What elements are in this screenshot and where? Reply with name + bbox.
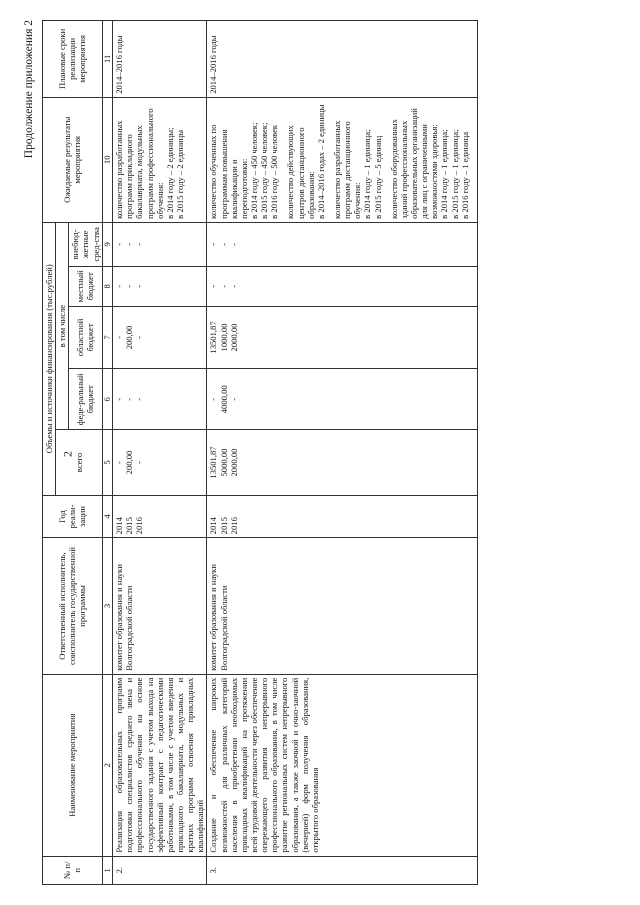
col-number: 1	[102, 856, 112, 884]
result-block	[114, 101, 185, 219]
result-line: в 2015 году – 2 единицы	[175, 129, 185, 219]
result-block	[389, 101, 470, 219]
terms: 2014–2016 годы	[207, 21, 477, 98]
total-cell	[113, 430, 207, 495]
offbudget-value: -	[124, 242, 135, 246]
page-number: 2	[60, 451, 75, 457]
result-line: количество разработанных программ прикладного бакалавриата, модульных программ профессионального обучения:	[114, 108, 165, 219]
regional-value: 2000,00	[228, 323, 239, 352]
result-line: в 2015 году – 450 человек;	[259, 122, 270, 219]
col-number: 2	[102, 674, 112, 856]
result-block	[332, 101, 383, 219]
local-value: -	[218, 284, 229, 288]
regional-value: 200,00	[124, 325, 135, 350]
offbudget-cell	[113, 222, 207, 266]
offbudget-value: -	[228, 242, 239, 246]
years-cell	[207, 495, 477, 538]
col-number: 10	[102, 97, 112, 222]
regional-value: 13501,87	[208, 321, 219, 354]
regional-value: -	[134, 336, 145, 339]
col-number: 11	[102, 21, 112, 98]
federal-cell	[113, 369, 207, 430]
years-cell	[113, 495, 207, 538]
header-year: Год реали-зации	[43, 495, 103, 538]
header-federal: феде-ральный бюджет	[69, 369, 102, 430]
table-row	[207, 21, 477, 885]
offbudget-value: -	[134, 242, 145, 246]
offbudget-cell	[207, 222, 477, 266]
result-line: количество разработанных программ дистанционного обучения:	[331, 120, 363, 219]
regional-cell	[207, 306, 477, 369]
total-value: 200,00	[124, 450, 135, 475]
rotated-page-content	[20, 20, 620, 885]
regional-value: -	[114, 336, 125, 339]
federal-value: -	[114, 397, 125, 401]
offbudget-value: -	[218, 242, 229, 246]
table-row	[113, 21, 207, 885]
year-value: 2014	[114, 517, 125, 535]
federal-value: -	[228, 397, 239, 401]
column-numbers-row	[102, 21, 112, 885]
result-line: в 2016 году – 500 человек	[269, 124, 280, 219]
header-local: местный бюджет	[69, 266, 102, 306]
result-line: количество действующих центров дистанционного образования:	[285, 125, 316, 219]
local-cell	[207, 266, 477, 306]
results-cell	[207, 97, 477, 222]
results-cell	[113, 97, 207, 222]
activity-name: Реализация образовательных программ подготовки специалистов среднего звена и профессионального обучения на основе государственного задания с учетом выхода на эффективный контракт с педагогическими работниками, в том числе с учетом введения прикладного бакалавриата, модульных и кратких программ освоения прикладных квалификаций	[113, 674, 207, 856]
col-number: 7	[102, 306, 112, 369]
terms: 2014–2016 годы	[113, 21, 207, 98]
activity-name: Создание и обеспечение широких возможностей для различных категорий населения в приобретении необходимых прикладных квалификаций на протяжении всей трудовой деятельности через обеспечение опережающего развития непрерывного профессионального образования, в том числе развитие региональных систем непрерывного образования, а также заочной и очно-заочной (вечерней) форм получения образования, открытого образования	[207, 674, 477, 856]
activities-table	[42, 20, 478, 885]
offbudget-value: -	[208, 242, 219, 246]
regional-cell	[113, 306, 207, 369]
offbudget-value: -	[114, 242, 125, 246]
federal-cell	[207, 369, 477, 430]
header-offbudget: внебюд-жетные сред-ства	[69, 222, 102, 266]
total-cell	[207, 430, 477, 495]
header-total: всего	[56, 430, 103, 495]
header-terms: Плановые сроки реализации мероприятия	[43, 21, 103, 98]
result-line: количество обученных по программам повышения квалификации и переподготовки:	[208, 124, 249, 219]
result-line: в 2014 году – 1 единица;	[439, 129, 450, 219]
federal-value: -	[134, 397, 145, 401]
total-value: -	[134, 461, 145, 464]
col-number: 9	[102, 222, 112, 266]
regional-value: 1000,00	[218, 323, 229, 352]
local-value: -	[124, 284, 135, 288]
local-value: -	[208, 284, 219, 288]
year-value: 2016	[134, 517, 145, 535]
federal-value: -	[124, 397, 135, 401]
result-line: в 2014–2016 годах – 2 единицы	[315, 104, 326, 219]
header-executor: Ответственный исполнитель, соисполнитель государственной программы	[43, 538, 103, 674]
header-regional: областной бюджет	[69, 306, 102, 369]
col-number: 3	[102, 538, 112, 674]
total-value: 5000,00	[218, 448, 229, 477]
year-value: 2016	[228, 517, 239, 535]
col-number: 6	[102, 369, 112, 430]
total-value: 2000,00	[228, 448, 239, 477]
result-line: в 2016 году – 1 единица	[459, 131, 470, 219]
header-funding: Объемы и источники финансирования (тыс.рублей)	[43, 222, 56, 495]
result-line: в 2014 году – 2 единицы;	[164, 127, 175, 219]
header-num: № п/п	[43, 856, 103, 884]
local-value: -	[114, 284, 125, 288]
year-value: 2015	[124, 517, 135, 535]
result-line: в 2015 году – 1 единица;	[449, 129, 460, 219]
local-cell	[113, 266, 207, 306]
local-value: -	[228, 284, 239, 288]
col-number: 8	[102, 266, 112, 306]
header-name: Наименование мероприятия	[43, 674, 103, 856]
result-line: количество оборудованных зданий профессиональных образовательных организаций для лиц с ограниченными возможностями здоровья:	[388, 108, 440, 219]
executor: комитет образования и науки Волгоградской области	[113, 538, 207, 674]
result-block	[285, 101, 326, 219]
result-line: в 2015 году – 5 единиц	[372, 135, 383, 219]
col-number: 5	[102, 430, 112, 495]
local-value: -	[134, 284, 145, 288]
appendix-continuation-caption: Продолжение приложения 2	[23, 20, 35, 159]
total-value: 13501,87	[208, 446, 219, 479]
federal-value: 4000,00	[218, 385, 229, 414]
col-number: 4	[102, 495, 112, 538]
year-value: 2015	[218, 517, 229, 535]
result-line: в 2014 году – 450 человек;	[248, 122, 259, 219]
total-value: -	[114, 461, 125, 464]
row-num: 2.	[113, 856, 207, 884]
result-block	[208, 101, 279, 219]
federal-value: -	[208, 397, 219, 401]
result-line: в 2014 году – 1 единица;	[362, 129, 373, 219]
executor: комитет образования и науки Волгоградской области	[207, 538, 477, 674]
row-num: 3.	[207, 856, 477, 884]
header-incl: в том числе	[56, 222, 69, 430]
year-value: 2014	[208, 517, 219, 535]
header-results: Ожидаемые результаты мероприятия	[43, 97, 103, 222]
